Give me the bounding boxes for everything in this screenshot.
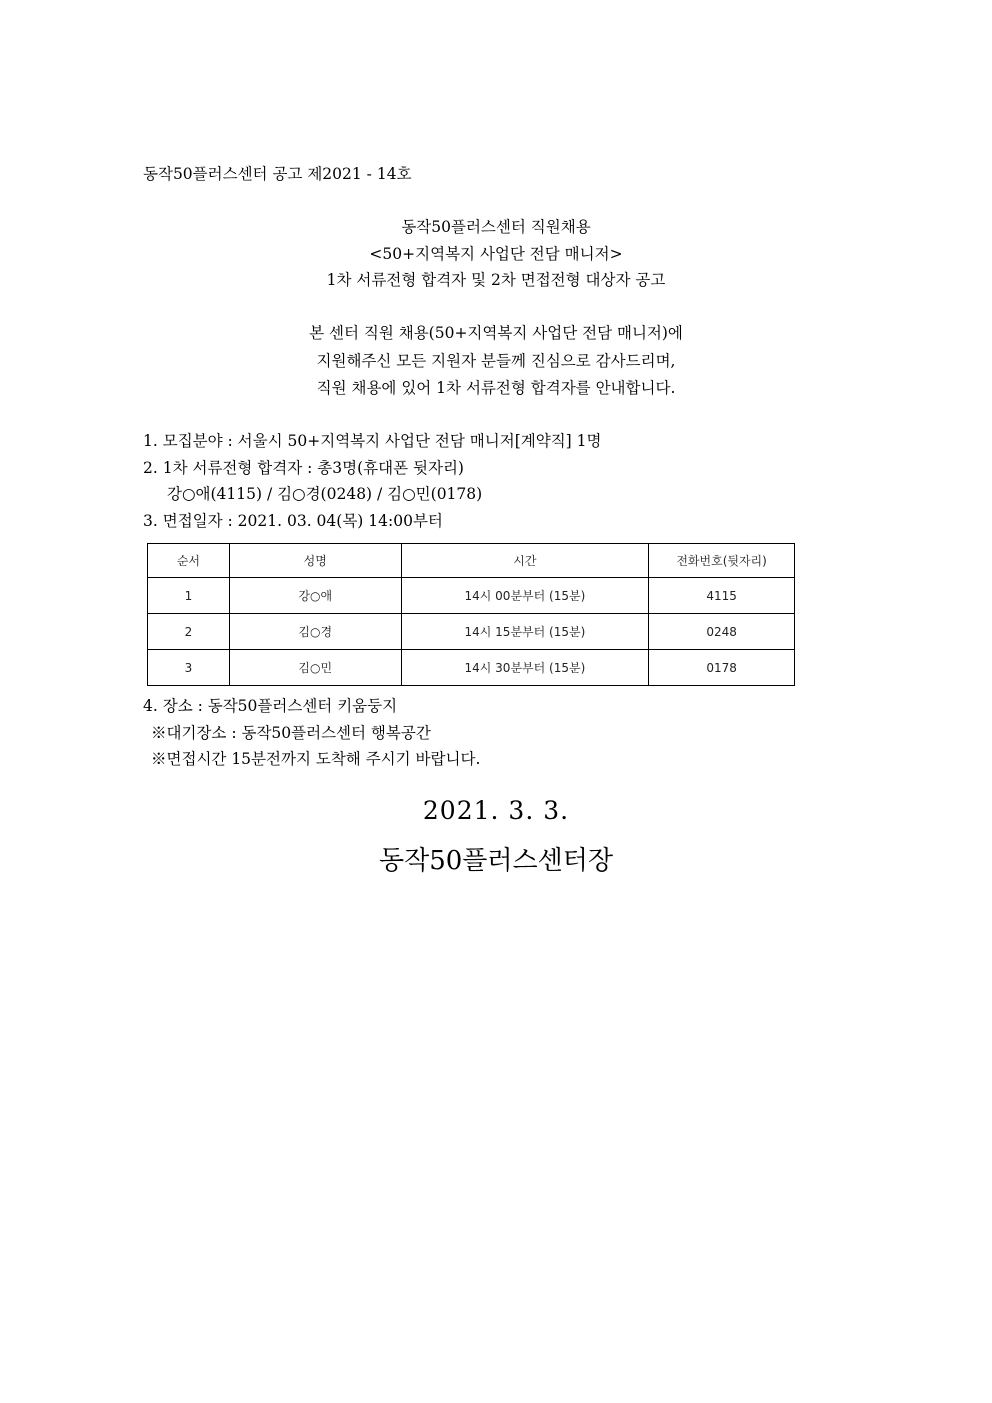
note-arrival: ※면접시간 15분전까지 도착해 주시기 바랍니다. bbox=[151, 750, 481, 768]
intro-line-3: 직원 채용에 있어 1차 서류전형 합격자를 안내합니다. bbox=[316, 379, 676, 397]
notice-number: 동작50플러스센터 공고 제2021 - 14호 bbox=[143, 165, 412, 183]
title-line-1: 동작50플러스센터 직원채용 bbox=[401, 218, 591, 236]
cell-phone: 0248 bbox=[649, 614, 795, 650]
cell-time: 14시 15분부터 (15분) bbox=[401, 614, 649, 650]
header-time: 시간 bbox=[401, 544, 649, 578]
intro-line-1: 본 센터 직원 채용(50+지역복지 사업단 전담 매니저)에 bbox=[309, 324, 683, 342]
cell-order: 3 bbox=[148, 650, 230, 686]
intro-paragraph bbox=[0, 320, 992, 403]
signer: 동작50플러스센터장 bbox=[378, 846, 613, 876]
table-row bbox=[148, 578, 795, 614]
location-section bbox=[143, 693, 480, 773]
title-line-3: 1차 서류전형 합격자 및 2차 면접전형 대상자 공고 bbox=[326, 271, 666, 289]
cell-time: 14시 30분부터 (15분) bbox=[401, 650, 649, 686]
item-location: 4. 장소 : 동작50플러스센터 키움둥지 bbox=[143, 697, 398, 715]
header-order: 순서 bbox=[148, 544, 230, 578]
table-row bbox=[148, 650, 795, 686]
cell-phone: 4115 bbox=[649, 578, 795, 614]
issue-date: 2021. 3. 3. bbox=[422, 796, 570, 825]
cell-name: 강○애 bbox=[229, 578, 401, 614]
item-interview-date: 3. 면접일자 : 2021. 03. 04(목) 14:00부터 bbox=[143, 511, 443, 530]
document-title bbox=[0, 214, 992, 294]
table-row bbox=[148, 614, 795, 650]
header-phone: 전화번호(뒷자리) bbox=[649, 544, 795, 578]
cell-phone: 0178 bbox=[649, 650, 795, 686]
title-line-2: <50+지역복지 사업단 전담 매니저> bbox=[369, 244, 623, 263]
table-header-row bbox=[148, 544, 795, 578]
interview-schedule-table bbox=[147, 543, 795, 686]
cell-time: 14시 00분부터 (15분) bbox=[401, 578, 649, 614]
item-recruitment-field: 1. 모집분야 : 서울시 50+지역복지 사업단 전담 매니저[계약직] 1명 bbox=[143, 432, 602, 450]
details-list bbox=[143, 428, 601, 534]
cell-name: 김○경 bbox=[229, 614, 401, 650]
item-passers: 2. 1차 서류전형 합격자 : 총3명(휴대폰 뒷자리) bbox=[143, 458, 464, 477]
intro-line-2: 지원해주신 모든 지원자 분들께 진심으로 감사드리며, bbox=[316, 351, 676, 370]
cell-name: 김○민 bbox=[229, 650, 401, 686]
header-name: 성명 bbox=[229, 544, 401, 578]
note-waiting-area: ※대기장소 : 동작50플러스센터 행복공간 bbox=[151, 723, 431, 742]
item-passers-detail: 강○애(4115) / 김○경(0248) / 김○민(0178) bbox=[167, 485, 483, 503]
cell-order: 1 bbox=[148, 578, 230, 614]
cell-order: 2 bbox=[148, 614, 230, 650]
